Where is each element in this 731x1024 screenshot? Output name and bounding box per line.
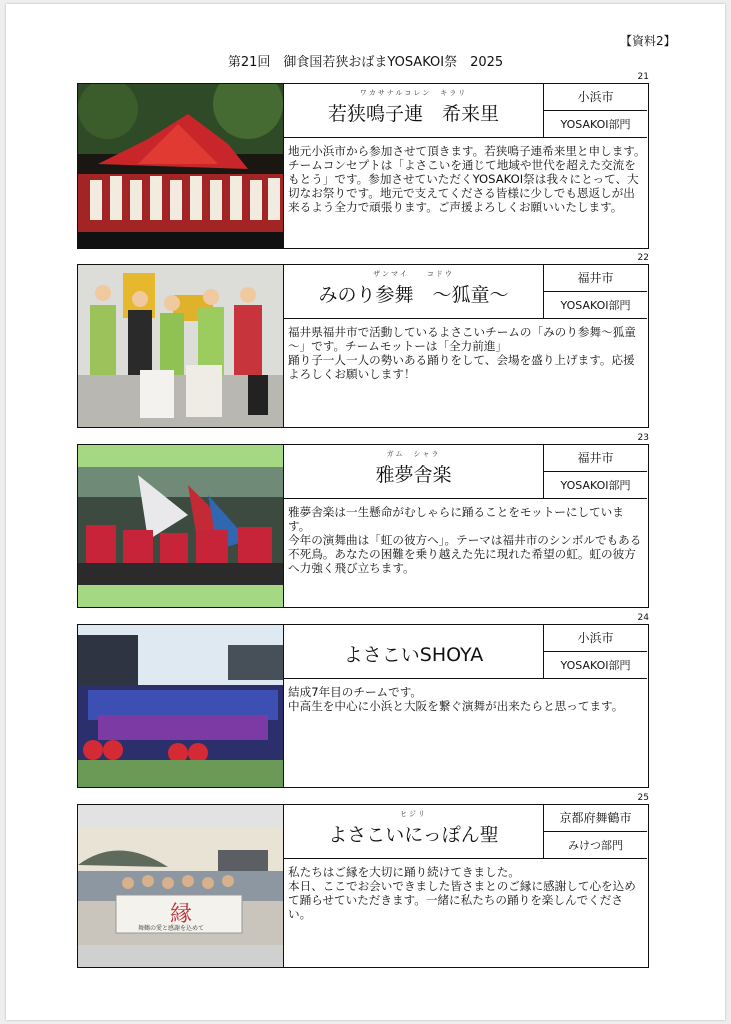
team-city: 京都府舞鶴市 — [544, 805, 647, 832]
team-name-cell — [284, 445, 544, 499]
team-name-ruby: ヒジリ — [400, 810, 427, 818]
team-photo — [78, 445, 284, 607]
team-name: よさこいSHOYA — [343, 644, 484, 666]
team-name-ruby — [284, 629, 543, 638]
team-division: みけつ部門 — [544, 832, 647, 859]
team-name: 雅夢舎楽 — [375, 464, 452, 486]
team-city: 福井市 — [544, 445, 647, 472]
document-tag: 【資料2】 — [620, 34, 676, 48]
team-name-ruby: ガム シャラ — [386, 450, 441, 458]
team-name: 若狭鳴子連 希来里 — [327, 103, 499, 125]
team-name-cell — [284, 805, 544, 859]
entry-number: 22 — [637, 253, 649, 263]
team-division: YOSAKOI部門 — [544, 652, 647, 679]
team-entry — [77, 253, 649, 428]
team-name: よさこいにっぽん聖 — [328, 824, 499, 846]
team-entry — [77, 433, 649, 608]
team-division: YOSAKOI部門 — [544, 292, 647, 319]
team-photo — [78, 805, 284, 967]
banner-subtext: 舞鶴の愛と感謝を込めて — [138, 925, 205, 932]
team-city: 小浜市 — [544, 625, 647, 652]
team-name-ruby: ワカサナルコレン キラリ — [359, 89, 468, 97]
team-city: 福井市 — [544, 265, 647, 292]
team-name-cell — [284, 265, 544, 319]
team-name: みのり参舞 ～狐童～ — [318, 284, 509, 306]
team-entry — [77, 793, 649, 968]
entry-number: 24 — [637, 613, 649, 623]
entry-number: 21 — [637, 72, 649, 82]
team-division: YOSAKOI部門 — [544, 111, 647, 138]
team-description: 福井県福井市で活動しているよさこいチームの「みのり参舞～狐童～」です。チームモットーは「全力前進」 踊り子一人一人の勢いある踊りをして、会場を盛り上げます。応援よろしくお願いします！ — [288, 325, 636, 381]
banner-text: 縁 — [170, 902, 193, 927]
team-name-cell — [284, 625, 544, 679]
document-title: 第21回 御食国若狭おばまYOSAKOI祭 2025 — [227, 55, 504, 70]
team-entry — [77, 72, 649, 249]
entry-number: 23 — [637, 433, 649, 443]
team-description: 私たちはご縁を大切に踊り続けてきました。 本日、ここでお会いできました皆さまとのご縁に感謝して心を込めて踊らせていただきます。一緒に私たちの踊りを楽しんでください。 — [288, 865, 636, 921]
team-photo — [78, 265, 284, 427]
team-description: 地元小浜市から参加させて頂きます。若狭鳴子連希来里と申します。チームコンセプトは「よさこいを通じて地域や世代を超えた交流をもとう」です。参加させていただくYOSAKOI祭は我々にとって、大切なお祭りです。地元で支えてくださる皆様に少しでも恩返しが出来るよう全力で頑張ります。ご声援よろしくお願いいたします。 — [288, 144, 646, 214]
entry-number: 25 — [637, 793, 649, 803]
team-division: YOSAKOI部門 — [544, 472, 647, 499]
team-name-ruby: ザンマイ コドウ — [373, 270, 454, 278]
team-entry — [77, 613, 649, 788]
team-photo — [78, 84, 284, 248]
team-description: 雅夢舎楽は一生懸命がむしゃらに踊ることをモットーにしています。 今年の演舞曲は「虹の彼方へ」。テーマは福井市のシンボルでもある不死鳥。あなたの困難を乗り越えた先に現れた希望の虹。虹の彼方へ力強く飛び立ちます。 — [288, 505, 642, 575]
team-photo — [78, 625, 284, 787]
team-name-cell — [284, 84, 544, 138]
team-city: 小浜市 — [544, 84, 647, 111]
team-description: 結成7年目のチームです。 中高生を中心に小浜と大阪を繋ぐ演舞が出来たらと思ってます。 — [288, 685, 624, 713]
